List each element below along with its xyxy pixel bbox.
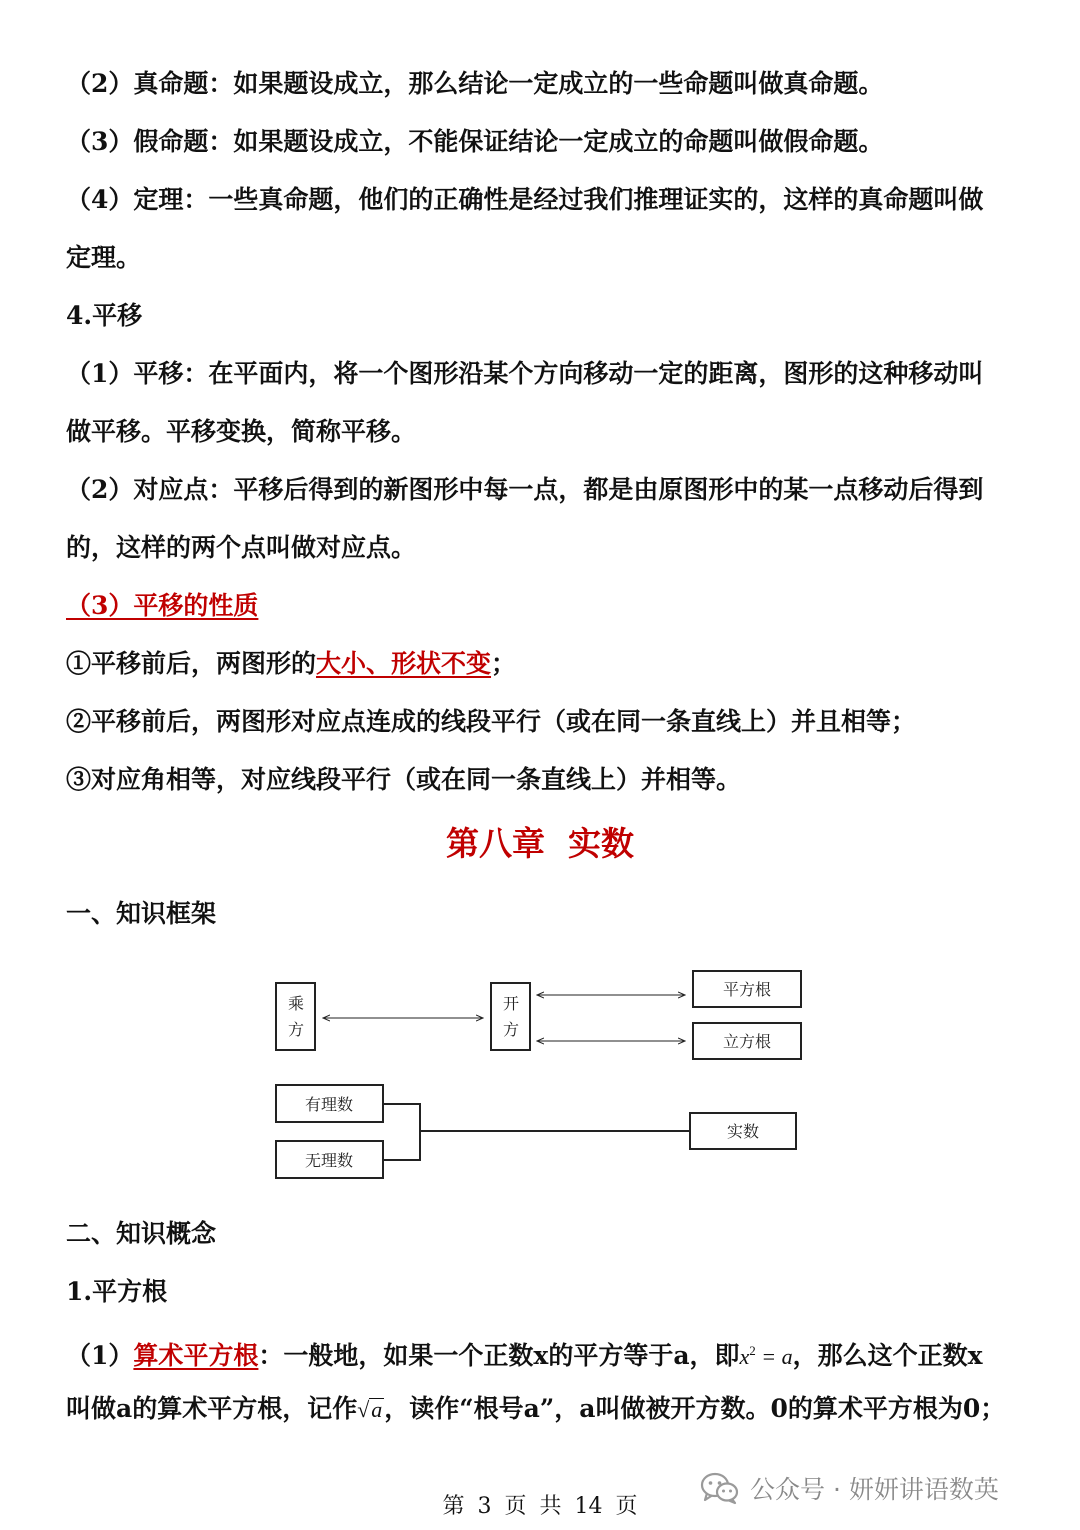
watermark-text: 公众号 · 妍妍讲语数英 [750, 1475, 999, 1504]
square-root-heading: 1.平方根 [66, 1277, 168, 1306]
translation-property-2: ②平移前后，两图形对应点连成的线段平行（或在同一条直线上）并且相等； [66, 707, 917, 736]
arith-root-text3: 叫做a的算术平方根，记作 [66, 1394, 358, 1423]
box-square-power-char2: 方 [287, 1020, 305, 1039]
property-1-suffix: ； [491, 649, 517, 678]
page-footer: 第 3 页 共 14 页 [442, 1494, 638, 1519]
arith-root-prefix: （1） [66, 1341, 134, 1370]
translation-property-3: ③对应角相等，对应线段平行（或在同一条直线上）并相等。 [66, 765, 742, 794]
true-proposition-def: （2）真命题：如果题设成立，那么结论一定成立的一些命题叫做真命题。 [66, 69, 884, 98]
theorem-def-line2: 定理。 [66, 243, 142, 272]
arith-root-text1: ：一般地，如果一个正数x的平方等于a，即 [258, 1341, 740, 1370]
equation-x-squared-eq-a: $x^2 = a$ [739, 1343, 793, 1369]
box-square-root-label: 平方根 [722, 980, 772, 999]
translation-properties-heading: （3）平移的性质 [66, 591, 259, 620]
property-1-highlight: 大小、形状不变 [316, 649, 492, 678]
box-rational-label: 有理数 [304, 1095, 354, 1114]
theorem-def-line1: （4）定理：一些真命题，他们的正确性是经过我们推理证实的，这样的真命题叫做 [66, 185, 984, 214]
arithmetic-root-def-line2 [66, 1393, 1005, 1426]
corresponding-point-def-line2: 的，这样的两个点叫做对应点。 [66, 533, 417, 562]
property-1-prefix: ①平移前后，两图形的 [66, 649, 317, 678]
translation-def-line2: 做平移。平移变换，简称平移。 [66, 417, 417, 446]
false-proposition-def: （3）假命题：如果题设成立，不能保证结论一定成立的命题叫做假命题。 [66, 127, 884, 156]
box-root-extraction-char1: 开 [502, 994, 520, 1013]
arithmetic-root-def-line1 [66, 1335, 983, 1373]
corresponding-point-def-line1: （2）对应点：平移后得到的新图形中每一点，都是由原图形中的某一点移动后得到 [66, 475, 984, 504]
arith-root-term: 算术平方根 [133, 1341, 259, 1370]
chapter-title: 第八章 实数 [446, 824, 634, 863]
box-real-number-label: 实数 [726, 1122, 760, 1141]
bracket-connector [383, 1104, 690, 1160]
box-square-power-char1: 乘 [287, 994, 305, 1013]
translation-heading: 4.平移 [66, 301, 143, 330]
box-cube-root-label: 立方根 [722, 1032, 772, 1051]
box-root-extraction-char2: 方 [502, 1020, 520, 1039]
arith-root-text2: ，那么这个正数x [792, 1341, 983, 1370]
section-knowledge-concepts: 二、知识概念 [66, 1219, 217, 1248]
section-knowledge-framework: 一、知识框架 [66, 899, 217, 928]
sqrt-a-symbol: √a [357, 1397, 383, 1422]
arith-root-text4: ，读作“根号a”，a叫做被开方数。0的算术平方根为0； [384, 1394, 1006, 1423]
box-irrational-label: 无理数 [304, 1151, 354, 1170]
translation-def-line1: （1）平移：在平面内，将一个图形沿某个方向移动一定的距离，图形的这种移动叫 [66, 359, 984, 388]
